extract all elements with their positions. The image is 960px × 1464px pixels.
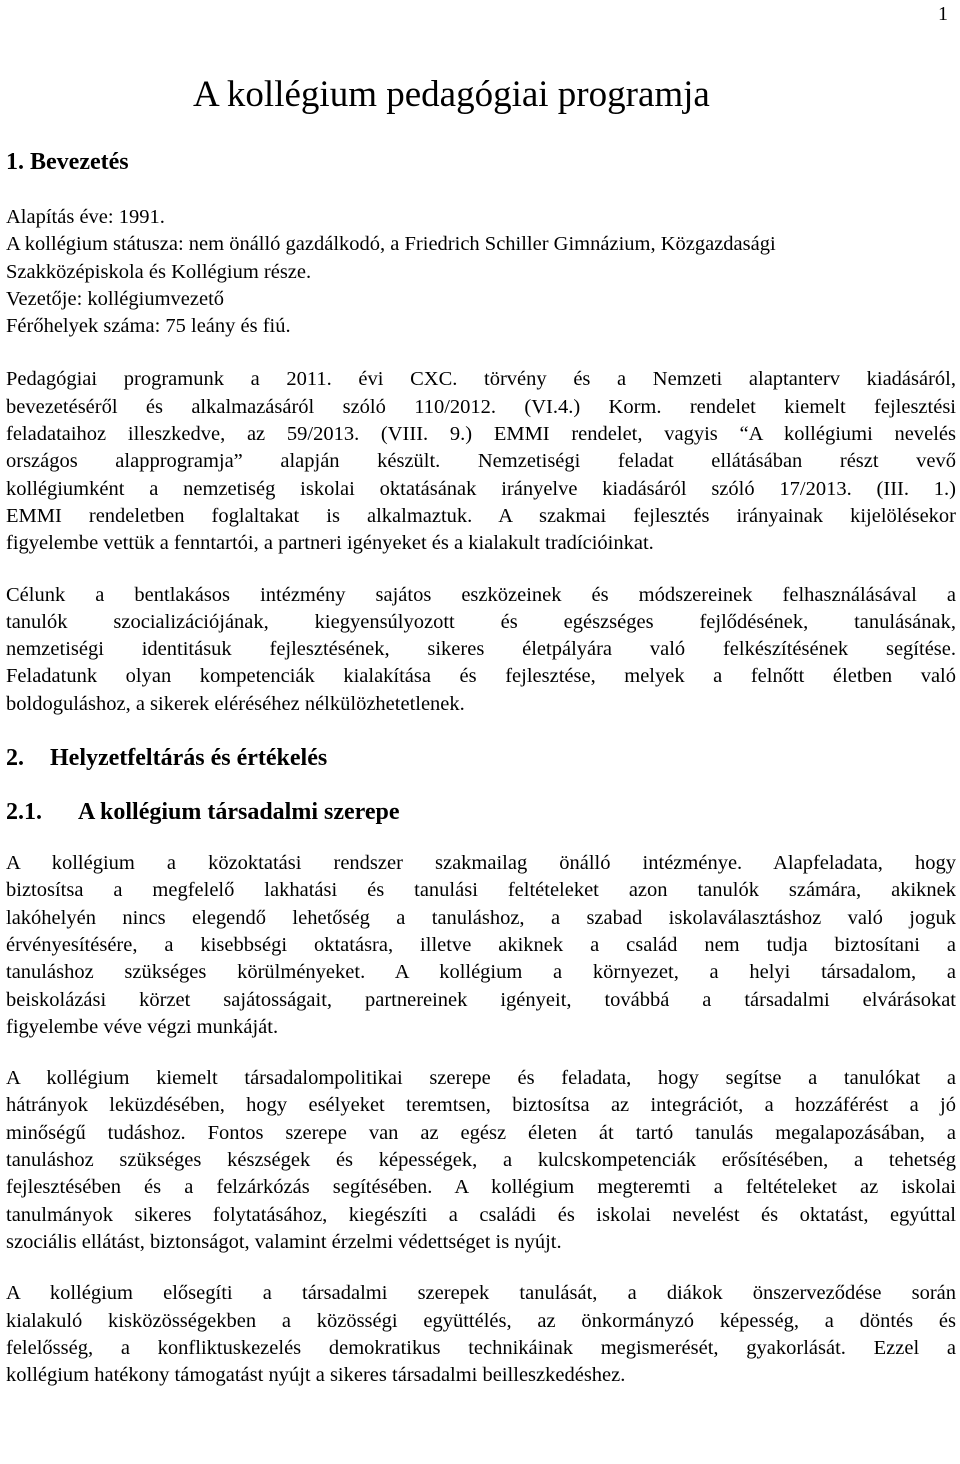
paragraph-social-roles: A kollégium elősegíti a társadalmi szerepek tanulását, a diákok önszerveződése során kialakuló kisközösségekben a közösségi együttélés, az önkormányzó képesség, a döntés és felelősség, a konfliktuskezelés demokratikus technikáinak megismerését, gyakorlását. Ezzel a kollégium hatékony támogatást nyújt a sikeres társadalmi beilleszkedéshez.	[6, 1282, 956, 1387]
document-body	[6, 146, 956, 1389]
paragraph-goals: Célunk a bentlakásos intézmény sajátos eszközeinek és módszereinek felhasználásával a tanulók szocializációjának, kiegyensúlyozott és egészséges fejlődésének, tanulásának, nemzetiségi identitásuk fejlesztésének, sikeres életpályára való felkészítésének segítése. Feladatunk olyan kompetenciák kialakítása és fejlesztése, melyek a felnőtt életben való boldoguláshoz, a sikerek eléréséhez nélkülözhetetlenek.	[6, 583, 956, 715]
paragraph-social-policy: A kollégium kiemelt társadalompolitikai szerepe és feladata, hogy segítse a tanulókat a hátrányok leküzdésében, hogy esélyeket teremtsen, biztosítsa az integrációt, a hozzáférést a jó minőségű tudáshoz. Fontos szerepe van az egész életen át tartó tanulás megalapozásában, a tanuláshoz szükséges készségek és képességek, a kulcskompetenciák erősítésében, a tehetség fejlesztésében és a felzárkózás segítésében. A kollégium megteremti a feltételeket az iskolai tanulmányok sikeres folytatásához, kiegészíti a családi és iskolai nevelést és oktatást, egyúttal szociális ellátást, biztonságot, valamint érzelmi védettséget is nyújt.	[6, 1067, 956, 1253]
fact-line: Szakközépiskola és Kollégium része.	[6, 260, 312, 283]
page-number: 1	[938, 3, 948, 25]
fact-line: A kollégium státusza: nem önálló gazdálkodó, a Friedrich Schiller Gimnázium, Közgazdasági	[6, 233, 776, 256]
paragraph-program-basis: Pedagógiai programunk a 2011. évi CXC. törvény és a Nemzeti alaptanterv kiadásáról, bevezetéséről és alkalmazásáról szóló 110/2012. (VI.4.) Korm. rendelet kiemelt fejlesztési feladataihoz illeszkedve, az 59/2013. (VIII. 9.) EMMI rendelet, vagyis “A kollégiumi nevelés országos alapprogramja” alapján készült. Nemzetiségi feladat ellátásában részt vevő kollégiumként a nemzetiség iskolai oktatásának irányelve kiadásáról szóló 17/2013. (III. 1.) EMMI rendeletben foglaltakat is alkalmaztuk. A szakmai fejlesztés irányainak kijelölésekor figyelembe vettük a fenntartói, a partneri igényeket és a kialakult tradícióinkat.	[6, 368, 956, 555]
section-1-heading	[6, 146, 956, 178]
fact-line: Férőhelyek száma: 75 leány és fiú.	[6, 315, 291, 338]
institution-facts	[6, 204, 956, 340]
fact-line: Alapítás éve: 1991.	[6, 206, 165, 228]
document-title: A kollégium pedagógiai programja	[193, 74, 710, 115]
section-2-heading	[6, 742, 956, 774]
section-2-1-title: A kollégium társadalmi szerepe	[78, 799, 400, 826]
section-2-title: Helyzetfeltárás és értékelés	[50, 745, 328, 772]
section-2-1-heading	[6, 796, 956, 828]
fact-line: Vezetője: kollégiumvezető	[6, 287, 225, 310]
section-1-title: Bevezetés	[30, 149, 129, 175]
section-2-1-number: 2.1.	[6, 799, 42, 826]
section-1-number: 1.	[6, 149, 24, 175]
paragraph-role: A kollégium a közoktatási rendszer szakmailag önálló intézménye. Alapfeladata, hogy biztosítsa a megfelelő lakhatási és tanulási feltételeket azon tanulók számára, akiknek lakóhelyén nincs elegendő lehetőség a tanuláshoz, a szabad iskolaválasztáshoz való joguk érvényesítésére, a kisebbségi oktatásra, illetve akiknek a család nem tudja biztosítani a tanuláshoz szükséges körülményeket. A kollégium a környezet, a helyi társadalom, a beiskolázási körzet sajátosságait, partnereinek igényeit, továbbá a társadalmi elvárásokat figyelembe véve végzi munkáját.	[6, 852, 956, 1038]
section-2-number: 2.	[6, 745, 24, 772]
